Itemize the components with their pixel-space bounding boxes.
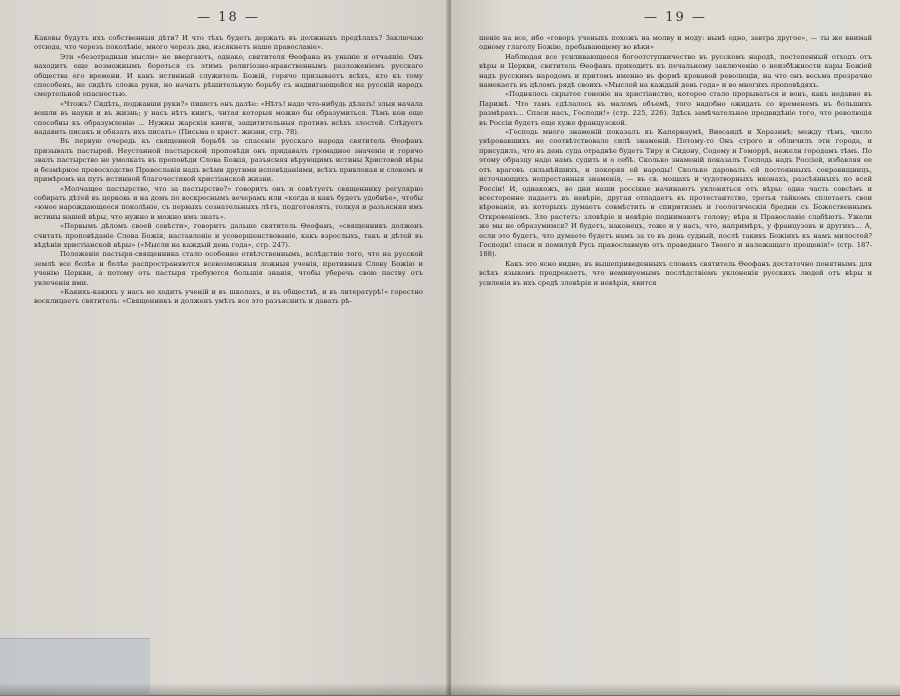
page-number-right: — 19 — bbox=[644, 10, 707, 25]
paragraph: Какъ это ясно видно, въ вышеприведенныхъ словахъ святитель Ѳеофанъ достаточно понятнымъ для всѣхъ языкомъ предрекаетъ, что неминуемымъ послѣдствіемъ уклоненія русскихъ людей отъ вѣры и усиленія въ ихъ средѣ зловѣрія и невѣрія, явится bbox=[479, 259, 872, 287]
page-number-left: — 18 — bbox=[197, 10, 260, 25]
paragraph: «Молчащее пастырство, что за пастырство?» говоритъ онъ и совѣтуетъ священнику регулярно собирать дѣтей въ церковь и на домъ по воскреснымъ вечерамъ или «когда и какъ будетъ удобнѣе», чтобы «юное нарождающееся поколѣніе, съ первыхъ сознательныхъ лѣтъ, подготовлять, толкуя и разъясняя имъ истины нашей вѣры, что нужно и можно имъ знать». bbox=[34, 184, 423, 221]
paragraph: Въ первую очередь къ священной борьбѣ за спасеніе русскаго народа святитель Ѳеофанъ призывалъ пастырей. Неустанной пастырской проповѣди онъ придавалъ громадное значеніе и горячо звалъ пастырство не умолкать въ проповѣди Слова Божія, разъясняя вѣрующимъ истины Христовой вѣры и безмѣрное превосходство Православія надъ всѣми другими исповѣданіями, всѣхъ привлекая и словомъ и примѣромъ на путь истинной благочестивой христіанской жизни. bbox=[34, 137, 423, 184]
paragraph: «Чтожъ? Сидѣть, поджавши руки?» пишетъ онъ далѣе: «Нѣтъ! надо что-нибудь дѣлать! злыя начала вошли въ науки и въ жизнь; у насъ нѣтъ книгъ, читая которыя можно бы образумиться. Тѣмъ кои еще способны къ образумленію ... Нужны жарскія книги, защитительныя противъ всѣхъ злостей. Слѣдуетъ надавить писакъ и обязать ихъ писать» (Письма о христ. жизни, стр. 78). bbox=[34, 99, 423, 137]
paragraph: Положеніе пастыря-священника стало особенно отвѣтственнымъ, вслѣдствіе того, что на русской землѣ все болѣе и болѣе распространяются всевозможныя ложныя ученія, противныя Слову Божію и ученію Церкви, а потому отъ пастыря требуются большія знанія, чтобы уберечь свою паству отъ увлеченія ими. bbox=[34, 250, 423, 287]
paragraph: шеніе на все, ибо «говоръ ученыхъ похожъ на молву и моду: нынѣ одно, завтра другое», — ты же внимай одному глаголу Божію, пребывающему во вѣки» bbox=[479, 34, 872, 52]
paragraph: «Господь много знаменій показалъ въ Капернаумѣ, Виѳсаидѣ и Хоразинѣ; между тѣмъ, число увѣровавшихъ не соотвѣтствовало силѣ знаменій. Потому-то Онъ строго и обличилъ эти города, и присудилъ, что въ день суда отраднѣе будетъ Тиру и Сидону, Содому и Гоморрѣ, нежели городамъ тѣмъ. По этому образцу надо намъ судить и о себѣ. Сколько знаменій показалъ Господь надъ Россіей, избавляя ее отъ враговъ сильнѣйшихъ, и покоряя ей народы! Сколько даровалъ ей постоянныхъ сокровищницъ, источающихъ непрестанныя знаменія, — въ св. мощахъ и чудотворныхъ иконахъ, разсѣянныхъ по всей Россіи! И, однакожъ, во дни наши россіяне начинаютъ уклоняться отъ вѣры: одна часть совсѣмъ и всесторонне падаетъ въ невѣріе, другая отпадаетъ въ протестантство, третья тайкомъ сплетаетъ свои вѣрованія, въ которыхъ думаетъ совмѣстить и спиритизмъ и геологическія бредни съ Божественнымъ Откровеніемъ. Зло растетъ: зловѣріе и невѣріе поднимаютъ голову; вѣра и Православіе слабѣютъ. Ужели же мы не образумимся? И будетъ, наконецъ, тоже и у насъ, что, напримѣръ, у французовъ и другихъ... А, если это будетъ, что думаете будетъ намъ за то въ день судный, послѣ такихъ Божіихъ къ намъ милостей? Господи! спаси и помилуй Русь православную отъ праведнаго Твоего и належащаго прещенія!» (стр. 187-188). bbox=[479, 128, 872, 259]
left-page-text bbox=[34, 34, 423, 307]
paragraph: «Поднялось скрытое гоненіе на христіанство, которое стало прорываться и вонъ, какъ недавно въ Парижѣ. Что тамъ сдѣлалось въ маломъ объемѣ, того надобно ожидать со временемъ въ большихъ размѣрахъ... Спаси насъ, Господи!» (стр. 225, 226). Здѣсь замѣчательное предвидѣніе того, что революція въ Россіи будетъ еще хуже французской. bbox=[479, 90, 872, 127]
left-page bbox=[0, 0, 449, 695]
right-page bbox=[451, 0, 900, 695]
paragraph: «Какихъ-какихъ у насъ не ходитъ ученій и въ школахъ, и въ обществѣ, и въ литературѣ!» горестно восклицаетъ святитель: «Священникъ и долженъ умѣть все это разъяснить и давать рѣ- bbox=[34, 287, 423, 306]
paragraph: Эти «безотрадныя мысли» не ввергаютъ, однако, святителя Ѳеофана въ уныніе и отчаяніе. Онъ находитъ еще возможнымъ бороться съ этимъ религіозно-нравственнымъ разложеніемъ русскаго общества его времени. И какъ истинный служитель Божій, горячо призываетъ всѣхъ, кто къ тому способенъ, не сидѣть сложа руки, но начать рѣшительную борьбу съ надвигающейся на русскій народъ смертельной опасностью. bbox=[34, 52, 423, 99]
paragraph: Каковы будутъ ихъ собственныя дѣти? И что тѣхъ будетъ держать въ должныхъ предѣлахъ? Заключаю отсюда, что черезъ поколѣніе, много черезъ два, изсякнетъ наше православіе». bbox=[34, 34, 423, 52]
paragraph: Наблюдая все усиливающееся богоотступничество въ русскомъ народѣ, постепенный отходъ отъ вѣры и Церкви, святитель Ѳеофанъ приходитъ къ печальному заключенію о неизбѣжности кары Божіей надъ русскимъ народомъ и притомъ именно въ формѣ кровавой революціи, на что онъ весьма прозрачно намекаетъ въ цѣломъ рядѣ своихъ «Мыслей на каждый день года» и во многихъ проповѣдяхъ. bbox=[479, 52, 872, 90]
page-bottom-shadow bbox=[0, 683, 900, 695]
paragraph: «Первымъ дѣломъ своей совѣсти», говоритъ дальше святитель Ѳеофанъ, «священникъ долженъ считать проповѣданіе Слова Божія, наставленіе и усовершенствованіе, какъ взрослыхъ, такъ и дѣтей въ вѣдѣніи христіанской вѣры» («Мысли на каждый день года», стр. 247). bbox=[34, 222, 423, 249]
right-page-text bbox=[479, 34, 872, 288]
